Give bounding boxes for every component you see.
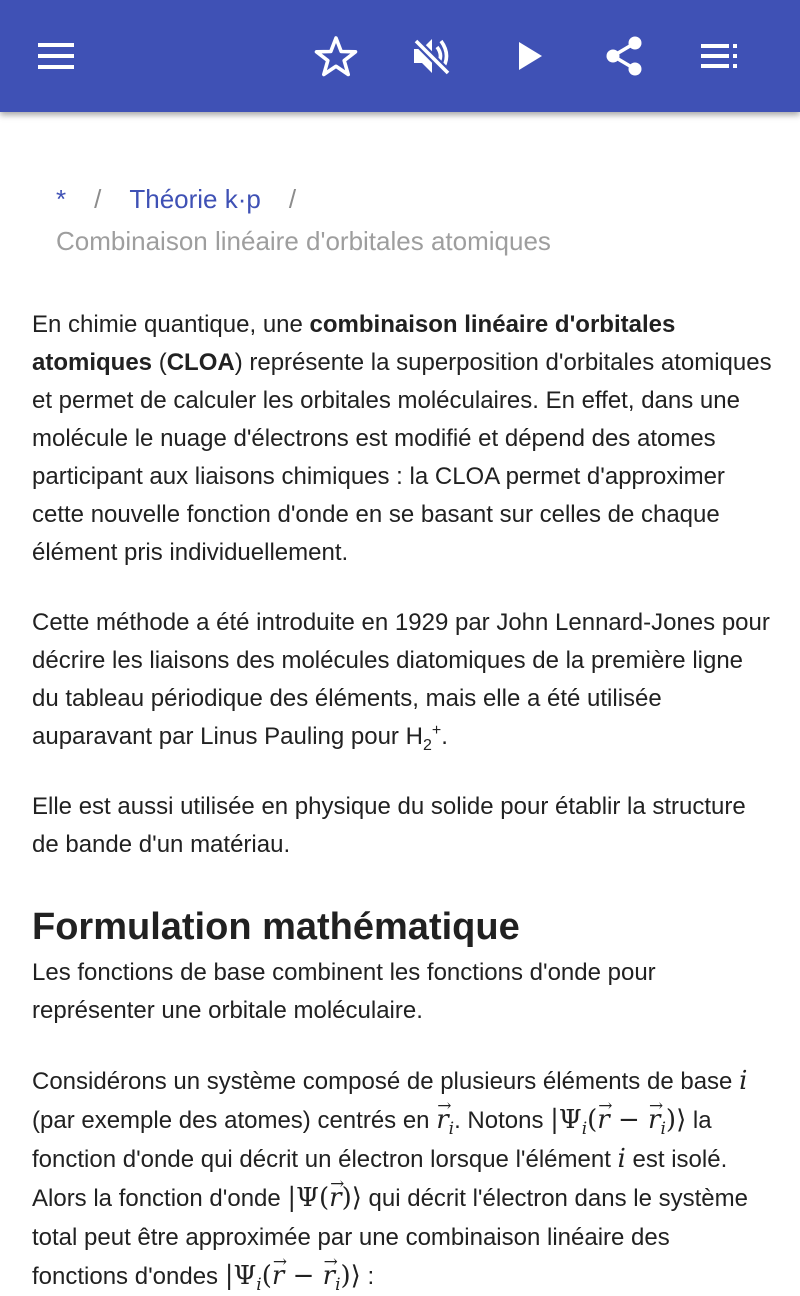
table-of-contents-button[interactable]	[688, 24, 752, 88]
app-toolbar	[0, 0, 800, 112]
breadcrumb-current: Combinaison linéaire d'orbitales atomiques	[56, 226, 551, 256]
breadcrumb-separator: /	[288, 184, 297, 214]
subscript: 2	[422, 736, 432, 754]
volume-off-icon	[411, 36, 453, 76]
formulation-paragraph	[32, 1062, 772, 1296]
math-i: i	[617, 1144, 626, 1174]
share-icon	[604, 35, 644, 77]
share-button[interactable]	[592, 24, 656, 88]
math-ket-psi-i: $|\Psi_i(\to r$ − → $r_i)⟩$	[550, 1105, 686, 1135]
breadcrumb-separator: /	[94, 184, 102, 214]
section-heading: Formulation mathématique	[32, 906, 520, 948]
text-span: Cette méthode a été introduite en 1929 par John Lennard-Jones pour décrire les liaisons des molécules diatomiques de la première ligne du tableau périodique des éléments, mais elle a été utilisée auparavant par Linus Pauling pour H	[32, 609, 770, 750]
term-cloa-abbrev: CLOA	[166, 349, 235, 376]
text-span: En chimie quantique, une	[32, 311, 310, 338]
text-span: Considérons un système composé de plusieurs éléments de base	[32, 1068, 740, 1095]
menu-button[interactable]	[24, 24, 88, 88]
intro-paragraph	[32, 306, 772, 572]
text-span: (	[152, 349, 167, 376]
text-span: (par exemple des atomes) centrés en	[32, 1107, 437, 1134]
article-content	[32, 112, 772, 1296]
superscript: +	[431, 722, 442, 739]
breadcrumb-root-link[interactable]: *	[56, 184, 67, 214]
text-span: .	[441, 723, 448, 750]
breadcrumb	[32, 178, 772, 262]
playlist-icon	[700, 43, 740, 69]
math-ket-psi-i: $|\Psi_i(\to r$ − → $r_i)⟩$	[225, 1261, 361, 1291]
math-r-i: → $r_i$	[436, 1105, 454, 1135]
text-span: qui décrit l'électron dans le système total peut être approximée par une combinaison linéaire des fonctions d'ondes	[32, 1185, 748, 1290]
play-icon	[515, 40, 545, 72]
math-ket-psi: |Ψ(→ r)⟩	[287, 1183, 361, 1213]
bookmark-button[interactable]	[304, 24, 368, 88]
math-i: i	[739, 1066, 748, 1096]
mute-button[interactable]	[400, 24, 464, 88]
breadcrumb-parent-link[interactable]: Théorie k·p	[129, 184, 261, 214]
text-span: la fonction d'onde qui décrit un électron lorsque l'élément	[32, 1107, 712, 1173]
hamburger-menu-icon	[36, 42, 76, 70]
solid-state-paragraph: Elle est aussi utilisée en physique du solide pour établir la structure de bande d'un matériau.	[32, 793, 746, 858]
play-button[interactable]	[498, 24, 562, 88]
star-outline-icon	[314, 35, 358, 77]
text-span: :	[360, 1263, 375, 1290]
text-span: est isolé. Alors la fonction d'onde	[32, 1146, 728, 1212]
term-cloa-full: combinaison linéaire d'orbitales atomiques	[32, 311, 676, 376]
text-span: ) représente la superposition d'orbitales atomiques et permet de calculer les orbitales moléculaires. En effet, dans une molécule le nuage d'électrons est modifié et dépend des atomes participant aux liaisons chimiques : la CLOA permet d'approximer cette nouvelle fonction d'onde en se basant sur celles de chaque élément pris individuellement.	[32, 349, 772, 566]
basis-functions-paragraph: Les fonctions de base combinent les fonctions d'onde pour représenter une orbitale moléculaire.	[32, 959, 656, 1024]
text-span: . Notons	[454, 1107, 551, 1134]
history-paragraph	[32, 604, 772, 756]
